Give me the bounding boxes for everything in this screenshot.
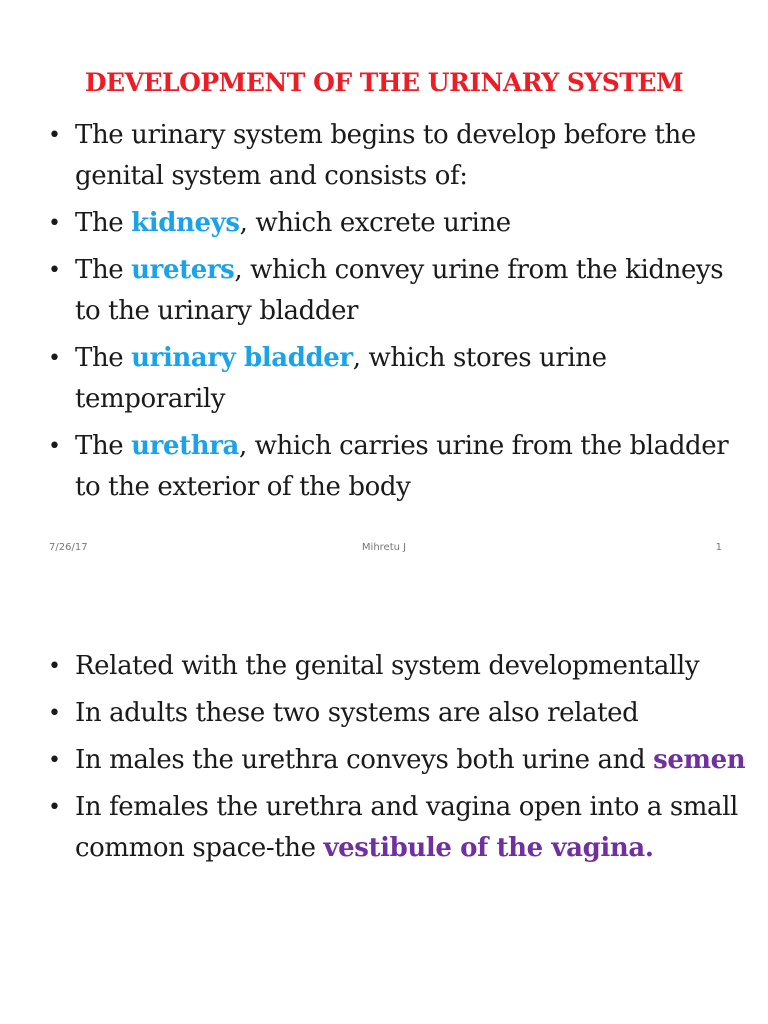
- list-item: [48, 203, 748, 244]
- footer-date: 7/26/17: [49, 542, 88, 553]
- bullet-icon: •: [48, 654, 61, 679]
- bullet-text: In females the urethra and vagina open into a small common space-the: [75, 792, 738, 863]
- bullet-icon: •: [48, 258, 61, 283]
- bullet-text: The urinary system begins to develop before the genital system and consists of:: [75, 120, 696, 191]
- bullet-text: , which excrete urine: [239, 208, 511, 238]
- bullet-list: [48, 646, 748, 875]
- list-item: [48, 646, 748, 687]
- bullet-text: The: [75, 431, 132, 461]
- bullet-text: , which stores urine temporarily: [75, 343, 607, 414]
- bullet-text: In adults these two systems are also related: [75, 698, 639, 728]
- list-item: [48, 250, 748, 332]
- highlight-term: semen: [653, 745, 746, 775]
- bullet-text: Related with the genital system developmentally: [75, 651, 700, 681]
- highlight-term: urinary bladder: [131, 343, 353, 373]
- highlight-term: ureters: [131, 255, 235, 285]
- bullet-text: , which convey urine from the kidneys to the urinary bladder: [75, 255, 724, 326]
- list-item: [48, 740, 748, 781]
- bullet-icon: •: [48, 346, 61, 371]
- slide-footer: [0, 542, 768, 558]
- page-number: 1: [715, 542, 722, 553]
- list-item: [48, 787, 748, 869]
- bullet-icon: •: [48, 795, 61, 820]
- bullet-text: In males the urethra conveys both urine and: [75, 745, 654, 775]
- list-item: [48, 693, 748, 734]
- bullet-text: The: [75, 208, 132, 238]
- bullet-text: The: [75, 343, 132, 373]
- highlight-term: kidneys: [131, 208, 240, 238]
- bullet-text: The: [75, 255, 132, 285]
- bullet-icon: •: [48, 748, 61, 773]
- slide-title: DEVELOPMENT OF THE URINARY SYSTEM: [84, 68, 684, 97]
- highlight-term: urethra: [131, 431, 239, 461]
- bullet-icon: •: [48, 434, 61, 459]
- bullet-icon: •: [48, 123, 61, 148]
- slide-2: [0, 578, 768, 1024]
- bullet-icon: •: [48, 701, 61, 726]
- highlight-term: vestibule of the vagina.: [323, 833, 654, 863]
- bullet-list: [48, 115, 748, 514]
- bullet-text: , which carries urine from the bladder to the exterior of the body: [75, 431, 729, 502]
- list-item: [48, 115, 748, 197]
- bullet-icon: •: [48, 211, 61, 236]
- footer-author: Mihretu J: [361, 542, 407, 553]
- list-item: [48, 426, 748, 508]
- list-item: [48, 338, 748, 420]
